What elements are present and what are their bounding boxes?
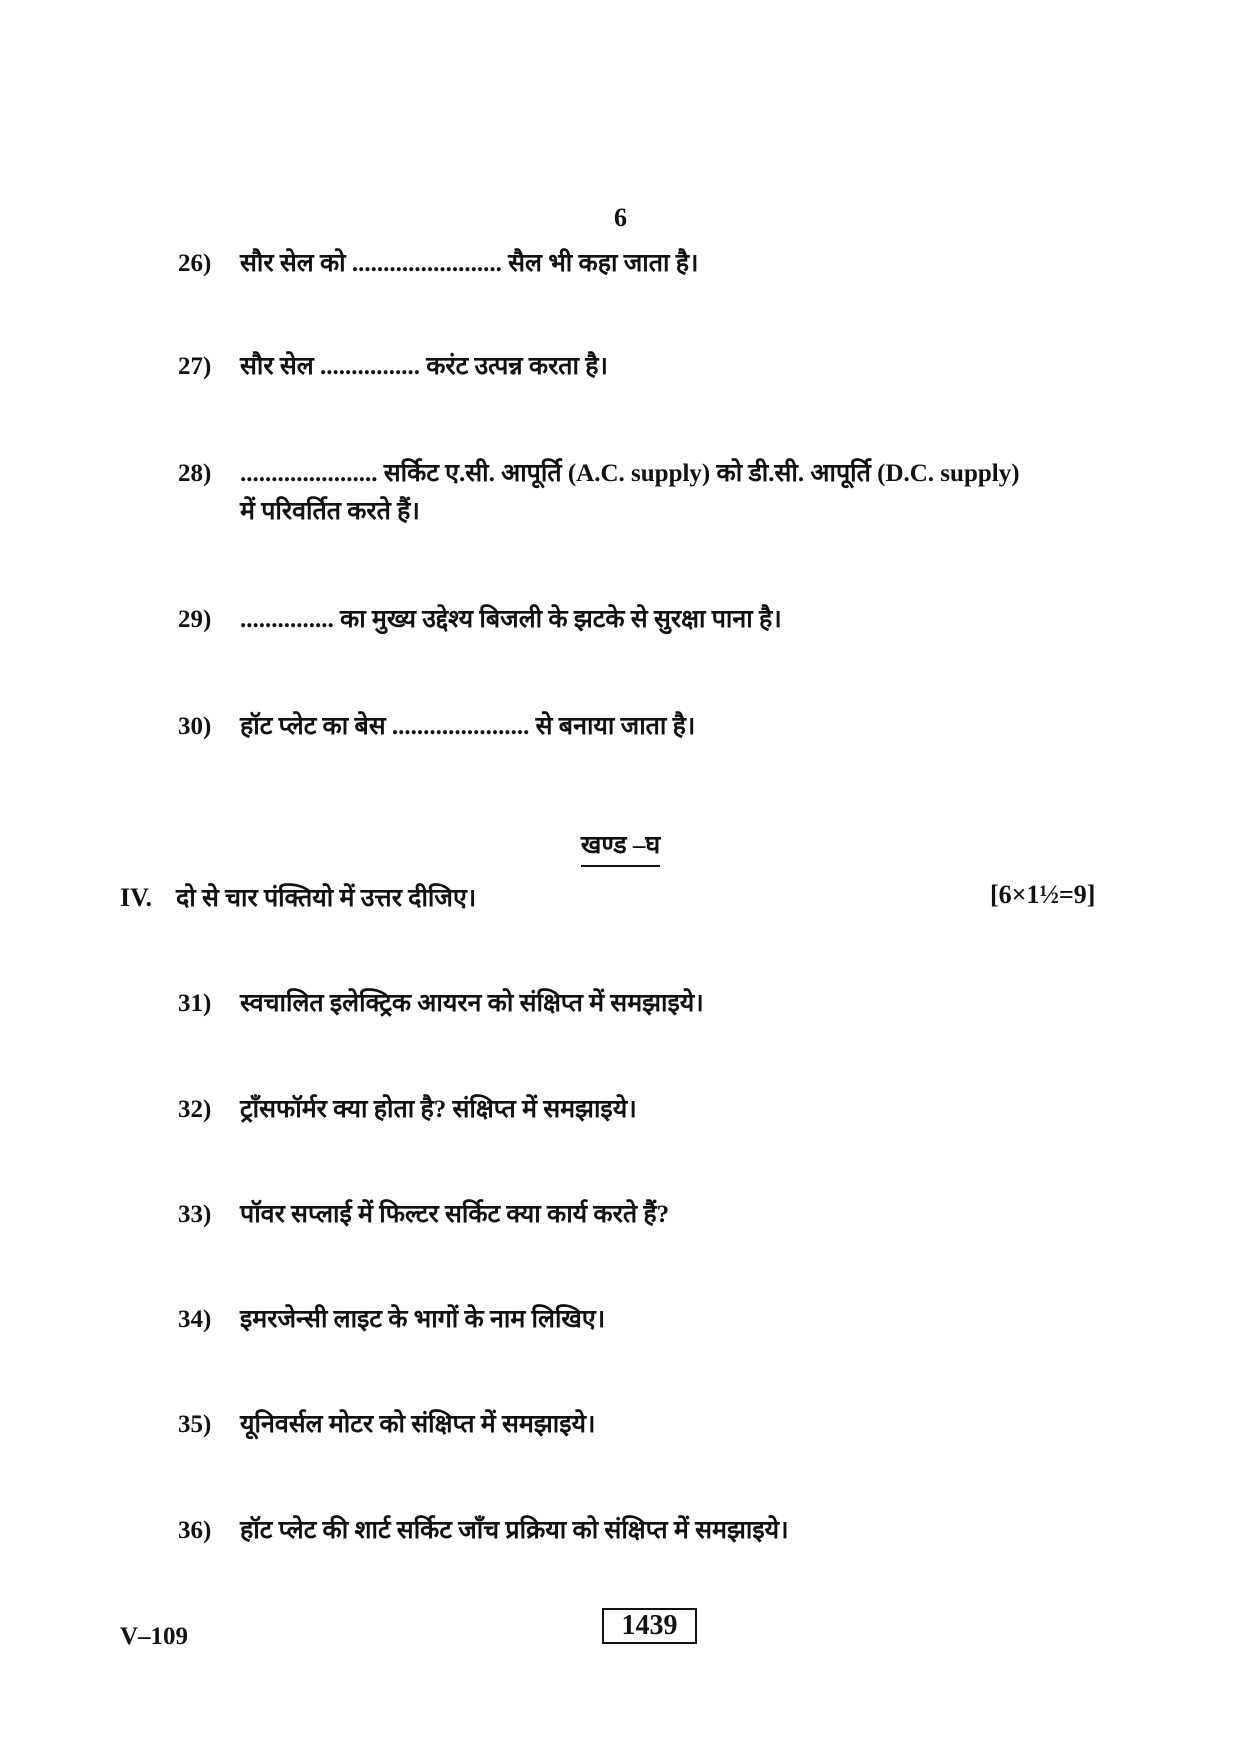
section-title: खण्ड –घ — [0, 827, 1241, 861]
question-27 — [178, 348, 1178, 386]
question-number: 31) — [178, 990, 212, 1017]
question-34 — [178, 1301, 1178, 1339]
section-instruction — [120, 880, 476, 914]
page-box-number: 1439 — [602, 1608, 697, 1644]
question-36 — [178, 1512, 1178, 1550]
question-number: 36) — [178, 1517, 212, 1544]
question-28 — [178, 455, 1178, 531]
question-text: हॉट प्लेट का बेस ...................... से बनाया जाता है। — [240, 713, 696, 740]
question-text: हॉट प्लेट की शार्ट सर्किट जाँच प्रक्रिया को संक्षिप्त में समझाइये। — [240, 1517, 789, 1544]
question-text: सौर सेल ................ करंट उत्पन्न करता है। — [240, 353, 609, 380]
question-number: 27) — [178, 353, 212, 380]
question-text: ...................... सर्किट ए.सी. आपूर्ति (A.C. supply) को डी.सी. आपूर्ति (D.C. supply) — [240, 460, 1020, 487]
question-text: स्वचालित इलेक्ट्रिक आयरन को संक्षिप्त में समझाइये। — [240, 990, 704, 1017]
question-text: पॉवर सप्लाई में फिल्टर सर्किट क्या कार्य करते हैं? — [240, 1201, 670, 1228]
question-text: सौर सेल को ........................ सैल भी कहा जाता है। — [240, 250, 699, 277]
question-33 — [178, 1196, 1178, 1234]
question-number: 33) — [178, 1201, 212, 1228]
question-text-continued: में परिवर्तित करते हैं। — [240, 498, 420, 525]
question-26 — [178, 245, 1178, 283]
question-32 — [178, 1091, 1178, 1129]
question-number: 35) — [178, 1411, 212, 1438]
question-number: 34) — [178, 1306, 212, 1333]
question-number: 26) — [178, 250, 212, 277]
page-number: 6 — [614, 203, 627, 232]
question-number: 28) — [178, 460, 212, 487]
paper-code: V–109 — [120, 1623, 189, 1650]
question-number: 30) — [178, 713, 212, 740]
question-number: 32) — [178, 1096, 212, 1123]
question-text: यूनिवर्सल मोटर को संक्षिप्त में समझाइये। — [240, 1411, 596, 1438]
question-text: ट्रॉंसफॉर्मर क्या होता है? संक्षिप्त में समझाइये। — [240, 1096, 637, 1123]
question-text: ............... का मुख्य उद्देश्य बिजली के झटके से सुरक्षा पाना है। — [240, 606, 782, 633]
question-number: 29) — [178, 606, 212, 633]
question-31 — [178, 985, 1178, 1023]
question-text: इमरजेन्सी लाइट के भागों के नाम लिखिए। — [240, 1306, 606, 1333]
question-29 — [178, 601, 1178, 639]
section-roman-numeral: IV. — [120, 883, 153, 912]
section-marks: [6×1½=9] — [990, 880, 1096, 909]
instruction-text: दो से चार पंक्तियो में उत्तर दीजिए। — [176, 885, 477, 912]
question-35 — [178, 1406, 1178, 1444]
question-30 — [178, 708, 1178, 746]
